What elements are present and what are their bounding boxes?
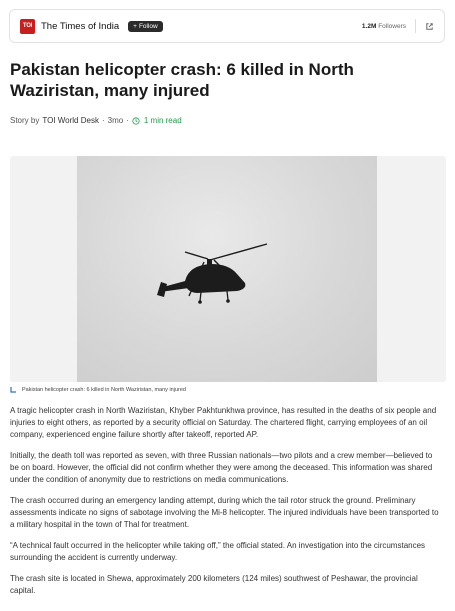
- follow-button[interactable]: [128, 21, 163, 32]
- byline: [10, 116, 182, 125]
- article-paragraph: A tragic helicopter crash in North Waziristan, Khyber Pakhtunkhwa province, has resulted in the deaths of six people and injuries to eight others, as reported by a security official on Saturday. The chartered flight, carrying employees of an oil company, experienced engine failure shortly after takeoff, reported AP.: [10, 406, 437, 439]
- byline-separator: ·: [126, 116, 129, 125]
- image-caption: [10, 387, 186, 393]
- article-paragraph: “A technical fault occurred in the helicopter while taking off,” the official stated. An investigation into the circumstances surrounding the accident is currently underway.: [10, 541, 426, 562]
- hero-image-container: [10, 156, 446, 382]
- publisher-name[interactable]: The Times of India: [41, 20, 120, 32]
- article-headline: Pakistan helicopter crash: 6 killed in North Waziristan, many injured: [10, 60, 354, 100]
- article-paragraph: The crash site is located in Shewa, approximately 200 kilometers (124 miles) southwest of Peshawar, the provincial capital.: [10, 574, 418, 595]
- follow-label: Follow: [138, 22, 158, 30]
- article-paragraph: Initially, the death toll was reported as seven, with three Russian nationals—two pilots and a crew member—believed to be on board. However, the official did not confirm whether they were among the deceased. This information was shared under the condition of anonymity due to restrictions on media communications.: [10, 451, 433, 484]
- corner-mark-icon: [10, 387, 16, 393]
- followers-suffix: Followers: [378, 22, 406, 30]
- author-link[interactable]: TOI World Desk: [42, 116, 99, 125]
- external-link-icon[interactable]: [424, 21, 434, 31]
- read-time-label: 1 min read: [143, 116, 182, 125]
- byline-separator: ·: [101, 116, 105, 125]
- byline-prefix: Story by: [10, 116, 40, 125]
- article-paragraph: The crash occurred during an emergency landing attempt, during which the tail rotor struck the ground. Preliminary assessments indicate no signs of sabotage involving the Mi-8 helicopter. The injured individuals have been transported to a military hospital in the town of Thal for treatment.: [10, 496, 439, 529]
- helicopter-photo[interactable]: [77, 156, 377, 382]
- publisher-bar: [9, 9, 445, 43]
- followers-count: [362, 23, 406, 30]
- helicopter-silhouette-icon: [77, 156, 377, 382]
- publisher-logo[interactable]: TOI: [20, 19, 35, 34]
- divider: [415, 19, 416, 33]
- article-age: 3mo: [107, 116, 124, 125]
- followers-number: 1.2M: [361, 22, 377, 30]
- article-body: [10, 405, 442, 606]
- read-time: [132, 116, 182, 125]
- plus-icon: +: [133, 22, 137, 30]
- clock-icon: [132, 117, 140, 125]
- image-caption-text: Pakistan helicopter crash: 6 killed in North Waziristan, many injured: [22, 387, 186, 393]
